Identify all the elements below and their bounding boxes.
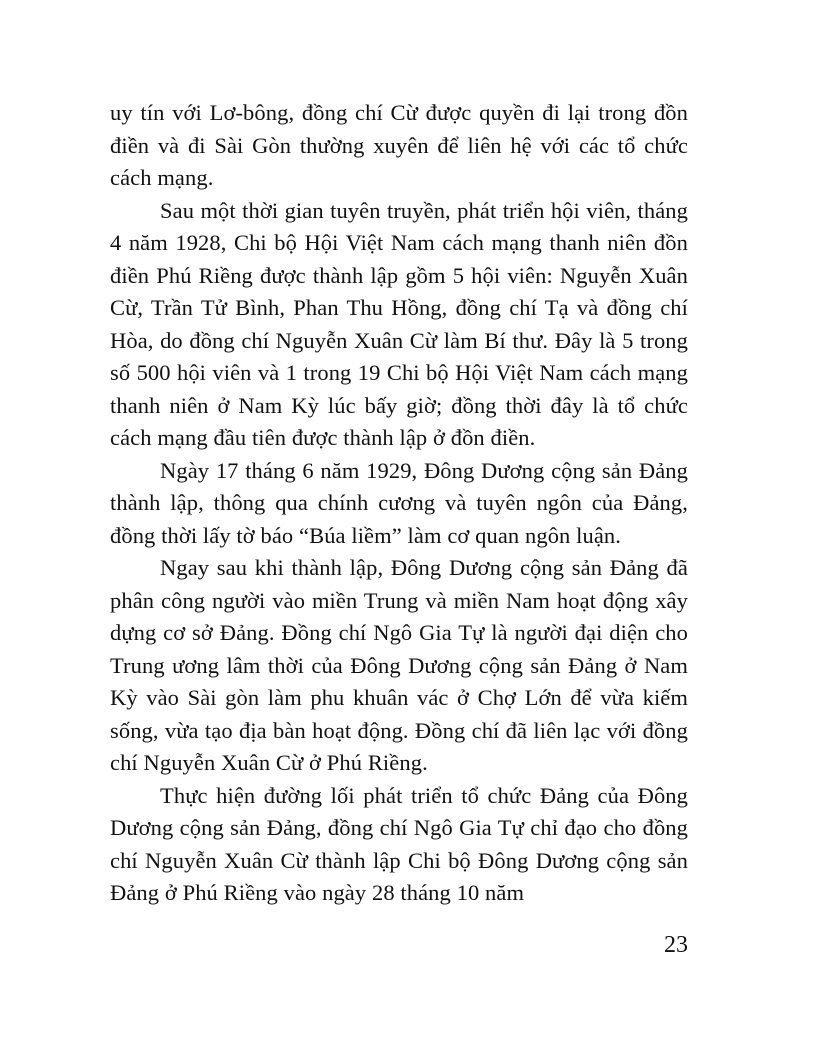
page-body: [110, 97, 688, 910]
paragraph-continuation: uy tín với Lơ-bông, đồng chí Cừ được quyền đi lại trong đồn điền và đi Sài Gòn thường xuyên để liên hệ với các tổ chức cách mạng.: [110, 100, 688, 190]
paragraph-chi-bo-founding: Sau một thời gian tuyên truyền, phát triển hội viên, tháng 4 năm 1928, Chi bộ Hội Việt Nam cách mạng thanh niên đồn điền Phú Riềng được thành lập gồm 5 hội viên: Nguyễn Xuân Cừ, Trần Tử Bình, Phan Thu Hồng, đồng chí Tạ và đồng chí Hòa, do đồng chí Nguyễn Xuân Cừ làm Bí thư. Đây là 5 trong số 500 hội viên và 1 trong 19 Chi bộ Hội Việt Nam cách mạng thanh niên ở Nam Kỳ lúc bấy giờ; đồng thời đây là tổ chức cách mạng đầu tiên được thành lập ở đồn điền.: [110, 197, 688, 450]
paragraph-party-founding: Ngày 17 tháng 6 năm 1929, Đông Dương cộng sản Đảng thành lập, thông qua chính cương và tuyên ngôn của Đảng, đồng thời lấy tờ báo “Búa liềm” làm cơ quan ngôn luận.: [110, 457, 688, 548]
paragraph-phu-rieng-chi-bo: Thực hiện đường lối phát triển tổ chức Đảng của Đông Dương cộng sản Đảng, đồng chí Ngô Gia Tự chỉ đạo cho đồng chí Nguyễn Xuân Cừ thành lập Chi bộ Đông Dương cộng sản Đảng ở Phú Riềng vào ngày 28 tháng 10 năm: [110, 782, 688, 905]
paragraph-party-expansion: Ngay sau khi thành lập, Đông Dương cộng sản Đảng đã phân công người vào miền Trung và miền Nam hoạt động xây dựng cơ sở Đảng. Đồng chí Ngô Gia Tự là người đại diện cho Trung ương lâm thời của Đông Dương cộng sản Đảng ở Nam Kỳ vào Sài gòn làm phu khuân vác ở Chợ Lớn để vừa kiếm sống, vừa tạo địa bàn hoạt động. Đồng chí đã liên lạc với đồng chí Nguyễn Xuân Cừ ở Phú Riềng.: [110, 555, 688, 775]
page-number: 23: [664, 932, 688, 958]
